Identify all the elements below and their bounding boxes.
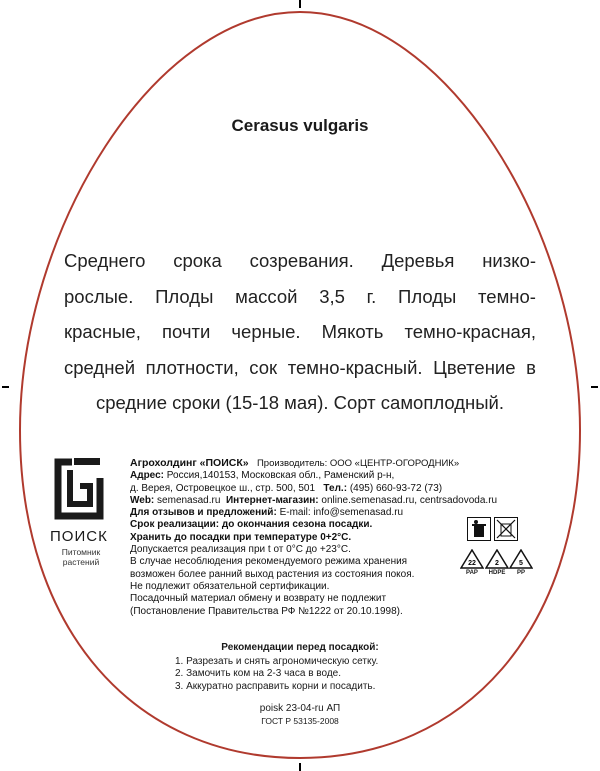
description-word: 3,5 [319, 285, 345, 307]
storage-warning: В случае несоблюдения рекомендуемого режима хранения [130, 556, 408, 568]
description-word: Мякоть [321, 321, 384, 342]
recycle-label-pp: PP [516, 570, 525, 576]
recycle-number: 5 [519, 560, 523, 567]
description-word: г. [366, 285, 377, 307]
description-word: красные, [64, 321, 141, 342]
description-word: низко- [482, 250, 536, 271]
company-header [130, 457, 550, 470]
brand-subtitle-line: растений [62, 557, 100, 567]
address-label: Адрес: [130, 470, 164, 482]
feedback-value: E-mail: info@semenasad.ru [279, 507, 404, 519]
description-line: средние сроки (15-18 мая). Сорт самоплодный. [95, 392, 505, 413]
batch-code: poisk 23-04-ru АП [259, 703, 341, 714]
description-word: средней [64, 356, 136, 378]
description-line [64, 350, 536, 386]
description-word: в [526, 356, 536, 378]
shop-label: Интернет-магазин: [225, 494, 319, 506]
bin-disposal-icon [467, 517, 491, 541]
description-line [64, 314, 536, 350]
gost-code: ГОСТ Р 53135-2008 [261, 716, 339, 726]
description-word: Цветение [433, 356, 516, 378]
certification-note: Не подлежит обязательной сертификации. [130, 580, 330, 592]
web-label: Web: [130, 494, 155, 506]
description-word: черные. [231, 321, 301, 342]
storage-warning: возможен более ранний выход растения из состояния покоя. [130, 568, 415, 580]
description-word: созревания. [249, 250, 354, 271]
description-word: рослые. [64, 285, 134, 307]
recommendation-step: 1. Разрезать и снять агрономическую сетку. [175, 656, 379, 667]
description-word: темно-красная, [404, 321, 536, 342]
address-line2-value: д. Верея, Островецкое ш., стр. 500, 501 [130, 482, 316, 494]
description-word: Среднего [64, 250, 146, 271]
storage-allowed: Допускается реализация при t от 0°С до +23°С. [130, 544, 351, 556]
return-note: (Постановление Правительства РФ №1222 от 20.10.1998). [130, 605, 403, 617]
description-word: сок [249, 356, 278, 378]
description-word: массой [235, 285, 298, 307]
address-value: Россия,140153, Московская обл., Раменский р-н, [166, 470, 395, 482]
holding-name: Агрохолдинг «ПОИСК» [130, 457, 249, 469]
recommendations-list [175, 656, 378, 693]
no-litter-icon [494, 517, 518, 541]
address-line2 [130, 483, 550, 495]
description-word: Плоды [398, 285, 457, 307]
variety-description [64, 243, 536, 421]
recycle-hdpe-icon [485, 549, 509, 569]
recycle-pp-icon [509, 549, 533, 569]
description-word: Плоды [155, 285, 214, 307]
recycle-number: 22 [468, 560, 476, 567]
description-line [64, 243, 536, 279]
shop-value: online.semenasad.ru, centrsadovoda.ru [321, 494, 498, 506]
recommendations-title: Рекомендации перед посадкой: [221, 642, 379, 653]
recommendation-step: 3. Аккуратно расправить корни и посадить. [175, 680, 376, 692]
feedback-label: Для отзывов и предложений: [130, 507, 277, 519]
recycle-label-hdpe: HDPE [488, 570, 506, 576]
producer: Производитель: ООО «ЦЕНТР-ОГОРОДНИК» [256, 458, 460, 469]
recycle-number: 2 [495, 560, 499, 567]
recommendation-step: 2. Замочить ком на 2-3 часа в воде. [175, 668, 342, 680]
description-word: темно-красный. [287, 356, 423, 378]
recycle-pap-icon [460, 549, 484, 569]
storage-keep: Хранить до посадки при температуре 0+2°С. [130, 531, 352, 543]
brand-subtitle [56, 547, 106, 567]
tel-value: (495) 660-93-72 (73) [349, 482, 443, 494]
brand-subtitle-line: Питомник [61, 547, 101, 557]
web-value: semenasad.ru [157, 494, 221, 506]
description-word: почти [161, 321, 211, 342]
description-line [64, 279, 536, 315]
tel-label: Тел.: [323, 482, 348, 494]
poisk-logo-icon [54, 458, 104, 520]
recycle-label-pap: PAP [466, 570, 478, 576]
brand-name: ПОИСК [50, 528, 108, 545]
description-word: плотности, [145, 356, 239, 378]
web-line [130, 495, 550, 507]
address [130, 470, 550, 482]
latin-name: Cerasus vulgaris [231, 116, 369, 135]
description-word: срока [173, 250, 222, 271]
description-word: темно- [478, 285, 536, 307]
return-note: Посадочный материал обмену и возврату не подлежит [130, 593, 387, 605]
storage-term: Срок реализации: до окончания сезона посадки. [130, 519, 373, 531]
description-word: Деревья [381, 250, 455, 271]
